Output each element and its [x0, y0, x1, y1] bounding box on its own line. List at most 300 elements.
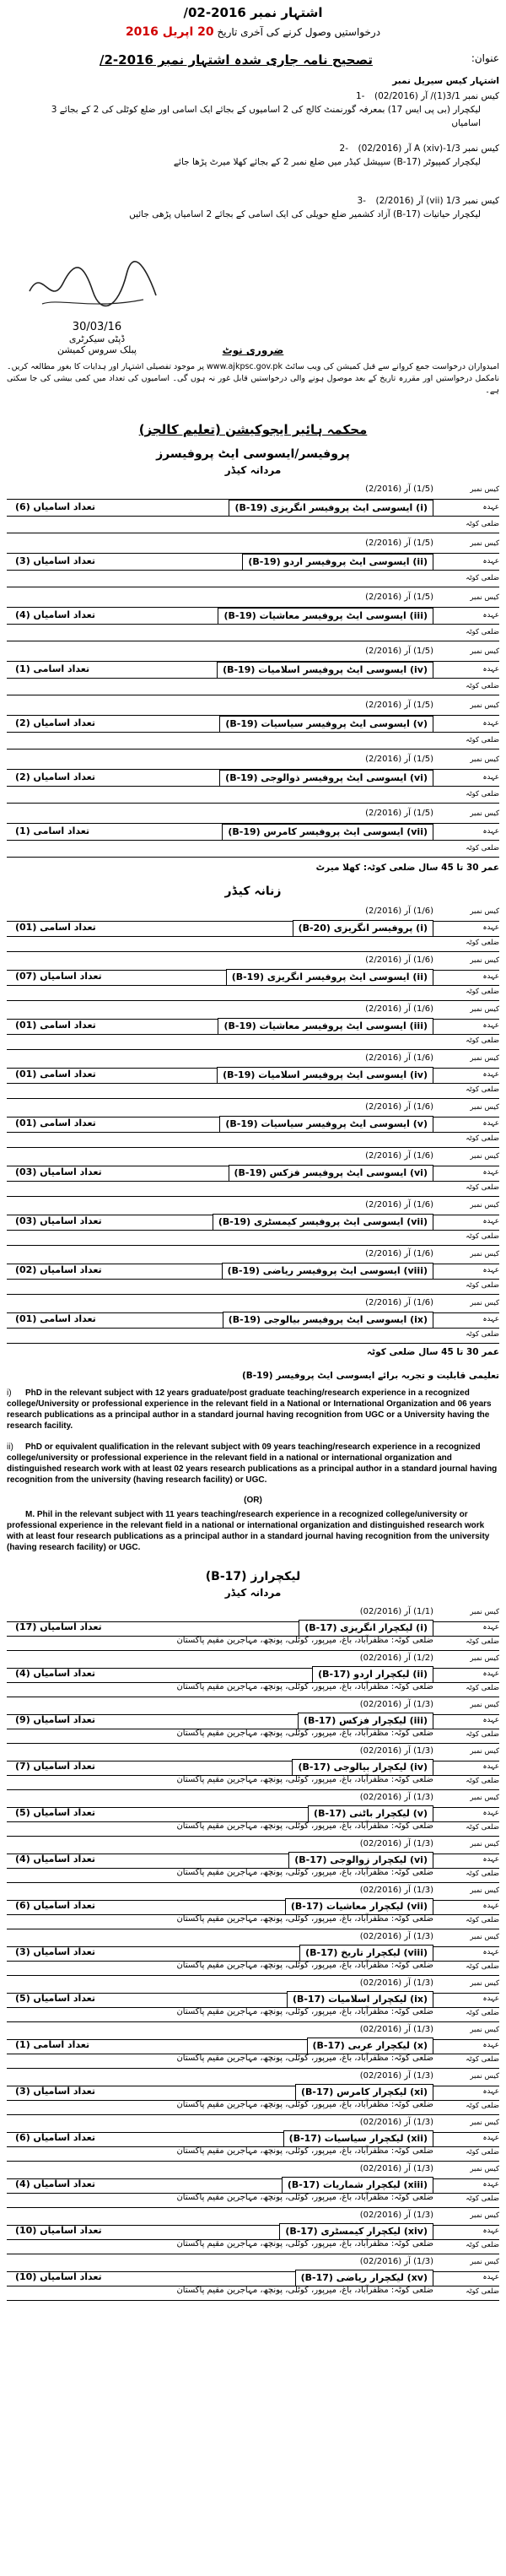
case-number: (1/5) آر (2/2016) — [365, 538, 433, 548]
domicile-quota: ضلعی کوٹہ — [367, 1347, 416, 1357]
post-block — [7, 1977, 499, 2020]
row-label: عہدہ — [482, 1902, 499, 1910]
row-label: عہدہ — [482, 2041, 499, 2049]
row-label: ضلعی کوٹہ — [466, 1232, 499, 1241]
row-label: عہدہ — [482, 1994, 499, 2003]
row-divider — [7, 2068, 499, 2069]
row-label: ضلعی کوٹہ — [466, 1684, 499, 1692]
post-count: تعداد اسامیاں (4) — [15, 609, 96, 620]
row-label: عہدہ — [482, 1315, 499, 1323]
post-count: تعداد اسامیاں (5) — [15, 1807, 96, 1818]
post-block — [7, 1605, 499, 1648]
post-title: (ii) ایسوسی ایٹ پروفیسر اردو (B-19) — [242, 554, 433, 571]
case-number: (1/3) آر (02/2016) — [359, 1886, 433, 1895]
post-count: تعداد اسامی (1) — [15, 825, 90, 836]
post-count: تعداد اسامیاں (9) — [15, 1714, 96, 1725]
post-title: (xiii) لیکچرار شماریات (B-17) — [282, 2177, 433, 2194]
post-row — [7, 984, 499, 1001]
post-block — [7, 1003, 499, 1048]
row-label: کیس نمبر — [470, 907, 499, 916]
subject-label: عنوان: — [471, 52, 499, 64]
post-row — [7, 483, 499, 500]
row-label: ضلعی کوٹہ — [466, 1870, 499, 1878]
row-label: کیس نمبر — [470, 1747, 499, 1756]
case-number: (1/5) آر (2/2016) — [365, 593, 433, 602]
post-count: تعداد اسامیاں (4) — [15, 1668, 96, 1679]
post-row — [7, 517, 499, 533]
post-row — [7, 1165, 499, 1182]
post-row — [7, 2145, 499, 2162]
post-block — [7, 1296, 499, 1342]
quota-detail: ضلعی کوٹہ: مظفرآباد، باغ، میرپور، کوٹلی، پونچھ، مہاجرین مقیم پاکستان — [176, 2193, 433, 2202]
post-row — [7, 2052, 499, 2069]
case-number: (1/6) آر (2/2016) — [365, 1053, 433, 1063]
row-label: عہدہ — [482, 611, 499, 620]
row-label: کیس نمبر — [470, 755, 499, 764]
post-block — [7, 905, 499, 950]
post-block — [7, 2209, 499, 2252]
post-count: تعداد اسامی (1) — [15, 2039, 90, 2050]
row-label: ضلعی کوٹہ — [466, 1085, 499, 1094]
quota-detail: ضلعی کوٹہ: مظفرآباد، باغ، میرپور، کوٹلی، پونچھ، مہاجرین مقیم پاکستان — [176, 1682, 433, 1691]
post-count: تعداد اسامیاں (6) — [15, 1900, 96, 1911]
post-row — [7, 1312, 499, 1329]
row-label: عہدہ — [482, 1762, 499, 1771]
row-divider — [7, 951, 499, 952]
row-label: کیس نمبر — [470, 1840, 499, 1848]
post-row — [7, 1327, 499, 1344]
post-row — [7, 1018, 499, 1035]
correction-item — [27, 142, 499, 169]
post-count: تعداد اسامیاں (2) — [15, 771, 96, 782]
correction-text: لیکچرار (بی پی ایس 17) بمعرفہ گورنمنٹ کالج کی 2 اسامیوں کے بجائے ایک اسامی اور ضلع کوٹلی کی 2 کے بجائے 3 اسامیاں — [51, 105, 481, 128]
case-number: (1/6) آر (2/2016) — [365, 1004, 433, 1014]
post-row — [7, 969, 499, 986]
row-divider — [7, 749, 499, 750]
post-block — [7, 1101, 499, 1146]
row-label: عہدہ — [482, 2134, 499, 2142]
lecturer-cadre-heading: مردانہ کیڈر — [224, 1587, 282, 1599]
post-title: (xv) لیکچرار ریاضی (B-17) — [295, 2270, 433, 2286]
row-label: کیس نمبر — [470, 2258, 499, 2266]
row-label: ضلعی کوٹہ — [466, 2194, 499, 2203]
row-label: عہدہ — [482, 1070, 499, 1079]
row-label: عہدہ — [482, 1716, 499, 1724]
row-label: ضلعی کوٹہ — [466, 939, 499, 947]
post-count: تعداد اسامی (01) — [15, 1313, 96, 1324]
post-block — [7, 1837, 499, 1881]
post-title: (ix) ایسوسی ایٹ پروفیسر بیالوجی (B-19) — [223, 1312, 433, 1329]
row-divider — [7, 1343, 499, 1344]
row-label: ضلعی کوٹہ — [466, 1962, 499, 1971]
post-count: تعداد اسامی (01) — [15, 1118, 96, 1128]
case-number: (1/6) آر (2/2016) — [365, 1200, 433, 1210]
row-label: ضلعی کوٹہ — [466, 844, 499, 852]
post-row — [7, 1680, 499, 1697]
correction-text: لیکچرار کمپیوٹر (B-17) سپیشل کیڈر میں ضلع نمبر 2 کے بجائے کھلا میرٹ پڑھا جائے — [173, 157, 481, 167]
post-block — [7, 2070, 499, 2113]
post-row — [7, 1247, 499, 1264]
row-label: کیس نمبر — [470, 1701, 499, 1709]
row-divider — [7, 857, 499, 858]
correction-case — [27, 89, 499, 103]
post-block — [7, 1698, 499, 1741]
post-block — [7, 699, 499, 750]
row-label: عہدہ — [482, 1670, 499, 1678]
row-label: عہدہ — [482, 1855, 499, 1864]
lecturer-heading: لیکچرارز (B-17) — [205, 1570, 301, 1583]
post-row — [7, 591, 499, 608]
post-row — [7, 1820, 499, 1837]
case-number: (1/6) آر (2/2016) — [365, 1151, 433, 1161]
row-label: عہدہ — [482, 1119, 499, 1128]
row-label: ضلعی کوٹہ — [466, 988, 499, 996]
female-cadre-heading: زنانہ کیڈر — [224, 885, 282, 898]
eligibility-or: (OR) — [244, 1496, 262, 1505]
case-number: (1/5) آر (2/2016) — [365, 647, 433, 656]
row-label: عہدہ — [482, 2227, 499, 2235]
correction-case-text: کیس نمبر 1/3-A (xiv) آر (02/2016) — [358, 143, 499, 154]
row-label: کیس نمبر — [470, 809, 499, 818]
post-title: (xiv) لیکچرار کیمسٹری (B-17) — [279, 2223, 433, 2240]
post-count: تعداد اسامی (01) — [15, 1020, 96, 1031]
eligibility-item — [7, 1442, 499, 1486]
row-label: عہدہ — [482, 1266, 499, 1274]
row-label: کیس نمبر — [470, 1201, 499, 1210]
post-row — [7, 679, 499, 695]
post-row — [7, 753, 499, 770]
post-title: (vii) ایسوسی ایٹ پروفیسر کامرس (B-19) — [222, 824, 433, 841]
post-row — [7, 1033, 499, 1050]
post-row — [7, 787, 499, 804]
row-divider — [7, 1098, 499, 1099]
post-count: تعداد اسامیاں (5) — [15, 1993, 96, 2004]
deadline-line — [0, 25, 506, 39]
post-block — [7, 483, 499, 533]
case-number: (1/6) آر (2/2016) — [365, 1249, 433, 1258]
post-count: تعداد اسامیاں (6) — [15, 2132, 96, 2143]
post-block — [7, 1930, 499, 1973]
advertisement-title: اشتہار نمبر 2016-02/ — [183, 5, 323, 20]
post-row — [7, 1067, 499, 1084]
row-label: کیس نمبر — [470, 1152, 499, 1161]
eligibility-text: PhD or equivalent qualification in the relevant subject with 09 years teaching/research experience in a recognized college/university or professional experience in the relevant field in a national or international organization and distinguished research work with at least 02 years research publications as a principal author in a standard journal having recognition from the university (having research facility) or UGC. — [7, 1442, 498, 1485]
post-block — [7, 1745, 499, 1788]
post-block — [7, 1247, 499, 1293]
post-block — [7, 1652, 499, 1695]
post-count: تعداد اسامیاں (17) — [15, 1621, 102, 1632]
row-label: کیس نمبر — [470, 956, 499, 965]
correction-number: -3 — [357, 196, 366, 206]
case-number: (1/3) آر (02/2016) — [359, 2164, 433, 2173]
post-row — [7, 1180, 499, 1197]
row-label: کیس نمبر — [470, 1886, 499, 1895]
row-label: عہدہ — [482, 503, 499, 511]
row-divider — [7, 1147, 499, 1148]
post-row — [7, 2284, 499, 2301]
case-number: (1/3) آر (02/2016) — [359, 1793, 433, 1802]
post-block — [7, 1150, 499, 1195]
row-label: کیس نمبر — [470, 2165, 499, 2173]
row-label: عہدہ — [482, 923, 499, 932]
post-title: (i) پروفیسر انگریزی (B-20) — [293, 920, 433, 937]
row-divider — [7, 2300, 499, 2301]
post-count: تعداد اسامیاں (10) — [15, 2225, 102, 2236]
case-number: (1/1) آر (02/2016) — [359, 1607, 433, 1616]
post-block — [7, 1199, 499, 1244]
post-block — [7, 2023, 499, 2066]
row-label: ضلعی کوٹہ — [466, 520, 499, 528]
correction-case — [27, 194, 499, 208]
post-count: تعداد اسامیاں (3) — [15, 1946, 96, 1957]
row-label: کیس نمبر — [470, 1054, 499, 1063]
post-row — [7, 2191, 499, 2208]
case-number: (1/6) آر (2/2016) — [365, 906, 433, 916]
post-row — [7, 2005, 499, 2022]
quota-detail: ضلعی کوٹہ: مظفرآباد، باغ، میرپور، کوٹلی، پونچھ، مہاجرین مقیم پاکستان — [176, 1961, 433, 1970]
post-count: تعداد اسامیاں (7) — [15, 1761, 96, 1772]
post-row — [7, 905, 499, 922]
case-number: (1/3) آر (02/2016) — [359, 2071, 433, 2081]
eligibility-key: ii) — [7, 1442, 13, 1452]
row-label: عہدہ — [482, 1168, 499, 1177]
row-label: عہدہ — [482, 1021, 499, 1030]
post-title: (vi) ایسوسی ایٹ پروفیسر فزکس (B-19) — [229, 1165, 434, 1182]
row-label: ضلعی کوٹہ — [466, 790, 499, 798]
row-label: کیس نمبر — [470, 1005, 499, 1014]
post-title: (viii) لیکچرار تاریخ (B-17) — [299, 1945, 433, 1962]
eligibility-item — [7, 1388, 499, 1431]
quota-detail: ضلعی کوٹہ: مظفرآباد، باغ، میرپور، کوٹلی، پونچھ، مہاجرین مقیم پاکستان — [176, 2146, 433, 2156]
row-label: عہدہ — [482, 1217, 499, 1226]
quota-detail: ضلعی کوٹہ: مظفرآباد، باغ، میرپور، کوٹلی، پونچھ، مہاجرین مقیم پاکستان — [176, 1821, 433, 1831]
signature-icon — [25, 257, 160, 317]
row-divider — [7, 2207, 499, 2208]
row-label: ضلعی کوٹہ — [466, 1036, 499, 1045]
post-title: (x) لیکچرار عربی (B-17) — [307, 2038, 434, 2054]
post-row — [7, 2238, 499, 2254]
post-count: تعداد اسامیاں (3) — [15, 555, 96, 566]
post-row — [7, 1773, 499, 1790]
row-label: کیس نمبر — [470, 1933, 499, 1941]
important-note-heading: ضروری نوٹ — [222, 344, 284, 356]
row-divider — [7, 2161, 499, 2162]
post-title: (i) لیکچرار انگریزی (B-17) — [299, 1620, 433, 1637]
correction-number: -2 — [339, 143, 349, 154]
post-title: (iii) ایسوسی ایٹ پروفیسر معاشیات (B-19) — [218, 608, 433, 625]
quota-detail: ضلعی کوٹہ: مظفرآباد، باغ، میرپور، کوٹلی، پونچھ، مہاجرین مقیم پاکستان — [176, 1729, 433, 1738]
post-row — [7, 662, 499, 679]
post-row — [7, 1263, 499, 1280]
post-title: (v) ایسوسی ایٹ پروفیسر سیاسیات (B-19) — [219, 1116, 433, 1133]
post-title: (iii) لیکچرار فزکس (B-17) — [298, 1713, 433, 1729]
row-label: ضلعی کوٹہ — [466, 2287, 499, 2296]
signatory-title: ڈپٹی سیکرٹری — [68, 333, 126, 344]
case-number: (1/3) آر (02/2016) — [359, 1839, 433, 1848]
post-row — [7, 1959, 499, 1976]
signature-date: 30/03/16 — [72, 321, 122, 333]
row-divider — [7, 1294, 499, 1295]
case-number: (1/3) آر (02/2016) — [359, 1700, 433, 1709]
case-number: (1/3) آر (02/2016) — [359, 2211, 433, 2220]
case-number: (1/3) آر (02/2016) — [359, 1978, 433, 1988]
post-row — [7, 625, 499, 641]
row-label: ضلعی کوٹہ — [466, 1823, 499, 1832]
row-divider — [7, 1789, 499, 1790]
post-title: (iv) ایسوسی ایٹ پروفیسر اسلامیات (B-19) — [217, 1067, 433, 1084]
row-divider — [7, 1650, 499, 1651]
post-row — [7, 537, 499, 554]
correction-number: -1 — [355, 91, 365, 101]
post-row — [7, 1101, 499, 1118]
case-number: (1/6) آر (2/2016) — [365, 1298, 433, 1307]
eligibility-text: M. Phil in the relevant subject with 11 years teaching/research experience in a recognized college/university or professional experience in the relevant field in a national or international organization and distinguished research work with at least four research publications as a principal author in a standard journal having recognition from the university (having research facility) or UGC. — [7, 1510, 490, 1552]
row-divider — [7, 1196, 499, 1197]
eligibility-key: i) — [7, 1388, 12, 1398]
post-title: (vi) ایسوسی ایٹ پروفیسر ذوالوجی (B-19) — [219, 770, 433, 787]
department-title: محکمہ ہائیر ایجوکیشن (تعلیم کالجز) — [138, 422, 368, 437]
quota-detail: ضلعی کوٹہ: مظفرآباد، باغ، میرپور، کوٹلی، پونچھ، مہاجرین مقیم پاکستان — [176, 2007, 433, 2016]
row-label: ضلعی کوٹہ — [466, 1330, 499, 1339]
row-divider — [7, 1882, 499, 1883]
post-block — [7, 954, 499, 999]
case-number: (1/5) آر (2/2016) — [365, 701, 433, 710]
quota-detail: ضلعی کوٹہ: مظفرآباد، باغ، میرپور، کوٹلی، پونچھ، مہاجرین مقیم پاکستان — [176, 1636, 433, 1645]
post-row — [7, 1214, 499, 1231]
post-row — [7, 1082, 499, 1099]
row-divider — [7, 1743, 499, 1744]
eligibility-text: PhD in the relevant subject with 12 years graduate/post graduate teaching/research experience in a recognized college/University or professional experience in the relevant field in a National or International Organization and 06 years research publications as a principal author in a standard journal having recognition from UGC or a University having the research facility. — [7, 1388, 492, 1431]
post-row — [7, 1866, 499, 1883]
corrigendum-title: تصحیح نامہ جاری شدہ اشتہار نمبر 2016-2/ — [100, 52, 373, 68]
quota-detail: ضلعی کوٹہ: مظفرآباد، باغ، میرپور، کوٹلی، پونچھ، مہاجرین مقیم پاکستان — [176, 1868, 433, 1877]
post-count: تعداد اسامیاں (4) — [15, 2178, 96, 2189]
post-block — [7, 2162, 499, 2205]
post-row — [7, 1003, 499, 1020]
post-row — [7, 500, 499, 517]
row-label: کیس نمبر — [470, 2119, 499, 2127]
post-count: تعداد اسامیاں (02) — [15, 1264, 102, 1275]
row-label: عہدہ — [482, 1623, 499, 1632]
post-row — [7, 1150, 499, 1166]
post-row — [7, 770, 499, 787]
case-number: (1/3) آر (02/2016) — [359, 2118, 433, 2127]
row-divider — [7, 1975, 499, 1976]
male-cadre-heading: مردانہ کیڈر — [224, 464, 282, 476]
case-number: (1/3) آر (02/2016) — [359, 1746, 433, 1756]
domicile-quota: ضلعی کوٹہ: کھلا میرٹ — [315, 863, 416, 873]
post-title: (i) ایسوسی ایٹ پروفیسر انگریزی (B-19) — [229, 500, 433, 517]
row-label: ضلعی کوٹہ — [466, 1916, 499, 1924]
row-label: عہدہ — [482, 1948, 499, 1956]
row-label: کیس نمبر — [470, 1250, 499, 1258]
post-count: تعداد اسامیاں (03) — [15, 1166, 102, 1177]
post-row — [7, 1199, 499, 1215]
row-label: عہدہ — [482, 2180, 499, 2189]
case-number: (1/5) آر (2/2016) — [365, 809, 433, 818]
post-row — [7, 645, 499, 662]
post-row — [7, 807, 499, 824]
row-label: کیس نمبر — [470, 539, 499, 548]
post-title: (vi) لیکچرار زوالوجی (B-17) — [288, 1852, 433, 1869]
row-label: ضلعی کوٹہ — [466, 1637, 499, 1646]
post-title: (xii) لیکچرار سیاسیات (B-17) — [283, 2130, 433, 2147]
correction-case-text: کیس نمبر 1/3 (vii) آر (2/2016) — [375, 196, 499, 206]
row-label: ضلعی کوٹہ — [466, 2102, 499, 2110]
important-note-body: امیدواران درخواست جمع کروانے سے قبل کمیشن کی ویب سائٹ www.ajkpsc.gov.pk پر موجود تفصیلی اشتہار اور ہدایات کا بغور مطالعہ کریں۔ نامکمل درخواستیں اور مقررہ تاریخ کے بعد موصول ہونے والی درخواستیں قابل غور نہ ہوں گی۔ اسامیوں کی تعداد میں کمی بیشی کی جا سکتی ہے۔ — [7, 362, 499, 395]
row-label: کیس نمبر — [470, 1654, 499, 1663]
post-row — [7, 824, 499, 841]
post-row — [7, 554, 499, 571]
post-count: تعداد اسامیاں (03) — [15, 1215, 102, 1226]
post-count: تعداد اسامی (01) — [15, 922, 96, 933]
row-label: ضلعی کوٹہ — [466, 1730, 499, 1739]
quota-detail: ضلعی کوٹہ: مظفرآباد، باغ، میرپور، کوٹلی، پونچھ، مہاجرین مقیم پاکستان — [176, 2286, 433, 2295]
correction-text: لیکچرار حیاتیات (B-17) آزاد کشمیر ضلع حویلی کی ایک اسامی کے بجائے 2 اسامیاں پڑھی جائیں — [129, 209, 481, 219]
row-label: کیس نمبر — [470, 1979, 499, 1988]
row-label: ضلعی کوٹہ — [466, 2148, 499, 2157]
case-number: (1/6) آر (2/2016) — [365, 1102, 433, 1112]
post-row — [7, 1727, 499, 1744]
post-row — [7, 716, 499, 733]
post-block — [7, 1052, 499, 1097]
quota-detail: ضلعی کوٹہ: مظفرآباد، باغ، میرپور، کوٹلی، پونچھ، مہاجرین مقیم پاکستان — [176, 1914, 433, 1924]
row-label: کیس نمبر — [470, 2026, 499, 2034]
row-divider — [7, 1049, 499, 1050]
post-title: (vii) لیکچرار معاشیات (B-17) — [285, 1898, 433, 1915]
row-divider — [7, 1245, 499, 1246]
post-row — [7, 954, 499, 971]
correction-item — [27, 89, 499, 130]
correction-item — [27, 194, 499, 221]
post-row — [7, 733, 499, 750]
post-row — [7, 699, 499, 716]
deadline-label: درخواستیں وصول کرنے کی آخری تاریخ — [217, 26, 381, 38]
post-title: (iv) لیکچرار بیالوجی (B-17) — [292, 1759, 433, 1776]
case-number: (1/5) آر (2/2016) — [365, 755, 433, 764]
section-footer — [27, 1345, 499, 1359]
post-row — [7, 1229, 499, 1246]
quota-detail: ضلعی کوٹہ: مظفرآباد، باغ، میرپور، کوٹلی، پونچھ، مہاجرین مقیم پاکستان — [176, 2100, 433, 2109]
reference-label: اشتہار کیس سیریل نمبر — [392, 76, 499, 86]
post-title: (v) لیکچرار باٹنی (B-17) — [308, 1805, 433, 1822]
row-label: کیس نمبر — [470, 1608, 499, 1616]
row-label: عہدہ — [482, 2087, 499, 2096]
post-row — [7, 1278, 499, 1295]
row-label: ضلعی کوٹہ — [466, 2009, 499, 2017]
age-limit: عمر 30 تا 45 سال — [418, 1347, 499, 1357]
row-divider — [7, 1000, 499, 1001]
section-footer — [27, 861, 499, 874]
post-row — [7, 2098, 499, 2115]
post-block — [7, 807, 499, 858]
post-block — [7, 753, 499, 804]
post-count: تعداد اسامیاں (4) — [15, 1854, 96, 1864]
row-label: ضلعی کوٹہ — [466, 2055, 499, 2064]
post-count: تعداد اسامی (01) — [15, 1069, 96, 1080]
row-label: ضلعی کوٹہ — [466, 628, 499, 636]
post-block — [7, 645, 499, 695]
case-number: (1/3) آر (02/2016) — [359, 2257, 433, 2266]
deadline-date: 20 اپریل 2016 — [125, 25, 214, 39]
post-count: تعداد اسامیاں (10) — [15, 2271, 102, 2282]
post-row — [7, 1634, 499, 1651]
post-block — [7, 2255, 499, 2298]
row-label: کیس نمبر — [470, 1299, 499, 1307]
post-block — [7, 2116, 499, 2159]
post-title: (iv) ایسوسی ایٹ پروفیسر اسلامیات (B-19) — [217, 662, 433, 679]
post-title: (v) ایسوسی ایٹ پروفیسر سیاسیات (B-19) — [219, 716, 433, 733]
